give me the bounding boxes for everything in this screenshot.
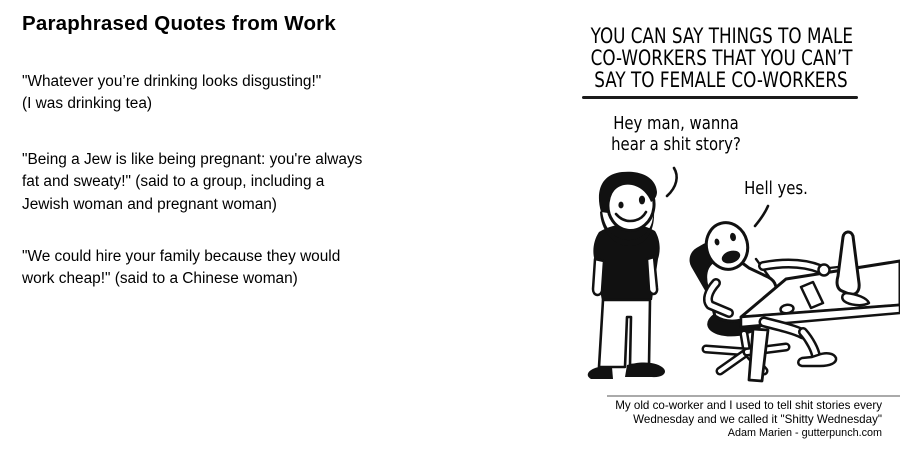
- arm: [647, 257, 657, 294]
- speech-tail: [667, 168, 677, 196]
- standing-coworker-figure: [588, 172, 665, 379]
- caption-divider: [607, 395, 900, 397]
- speech-tail: [755, 206, 768, 226]
- speech-line: Hell yes.: [744, 179, 808, 199]
- comic-title-line: SAY TO FEMALE CO-WORKERS: [594, 68, 848, 92]
- quote-line: "Being a Jew is like being pregnant: you're always: [22, 151, 363, 168]
- comic-artwork: [560, 160, 900, 400]
- arm: [593, 259, 604, 295]
- quote-line: (I was drinking tea): [22, 95, 153, 113]
- comic-title: [558, 25, 884, 91]
- quote-line: fat and sweaty!" (said to a group, including a: [22, 173, 325, 191]
- shoe: [588, 367, 613, 379]
- hand: [819, 265, 830, 276]
- speech-line: Hey man, wanna: [613, 114, 739, 134]
- quote-line: "Whatever you’re drinking looks disgusting!": [22, 73, 322, 90]
- pointing-arm: [763, 264, 838, 276]
- quote-block-1: [22, 71, 442, 116]
- quote-block-2: [22, 149, 442, 216]
- title-underline: [582, 96, 858, 99]
- comic-title-line: CO-WORKERS THAT YOU CAN’T: [590, 46, 853, 70]
- caption-line: My old co-worker and I used to tell shit stories every: [615, 399, 882, 412]
- shoe: [625, 363, 665, 378]
- finger: [829, 267, 838, 268]
- author-credit: Adam Marien - gutterpunch.com: [727, 426, 882, 439]
- pants: [599, 300, 650, 367]
- quote-line: "We could hire your family because they would: [22, 248, 341, 265]
- speech-standing-coworker: [576, 114, 776, 156]
- shoe: [798, 353, 836, 366]
- speech-line: hear a shit story?: [611, 135, 741, 155]
- eye: [618, 202, 623, 209]
- chair-base: [706, 334, 786, 371]
- quote-line: Jewish woman and pregnant woman): [22, 195, 277, 213]
- quote-line: work cheap!" (said to a Chinese woman): [22, 270, 298, 288]
- comic-title-line: YOU CAN SAY THINGS TO MALE: [590, 24, 853, 48]
- monitor: [837, 232, 859, 294]
- caption-line: Wednesday and we called it "Shitty Wednesday": [633, 412, 882, 426]
- caption: [560, 399, 882, 440]
- mouse: [780, 304, 794, 314]
- eye: [639, 196, 645, 205]
- page-title: Paraphrased Quotes from Work: [22, 12, 336, 35]
- quote-block-3: [22, 246, 442, 291]
